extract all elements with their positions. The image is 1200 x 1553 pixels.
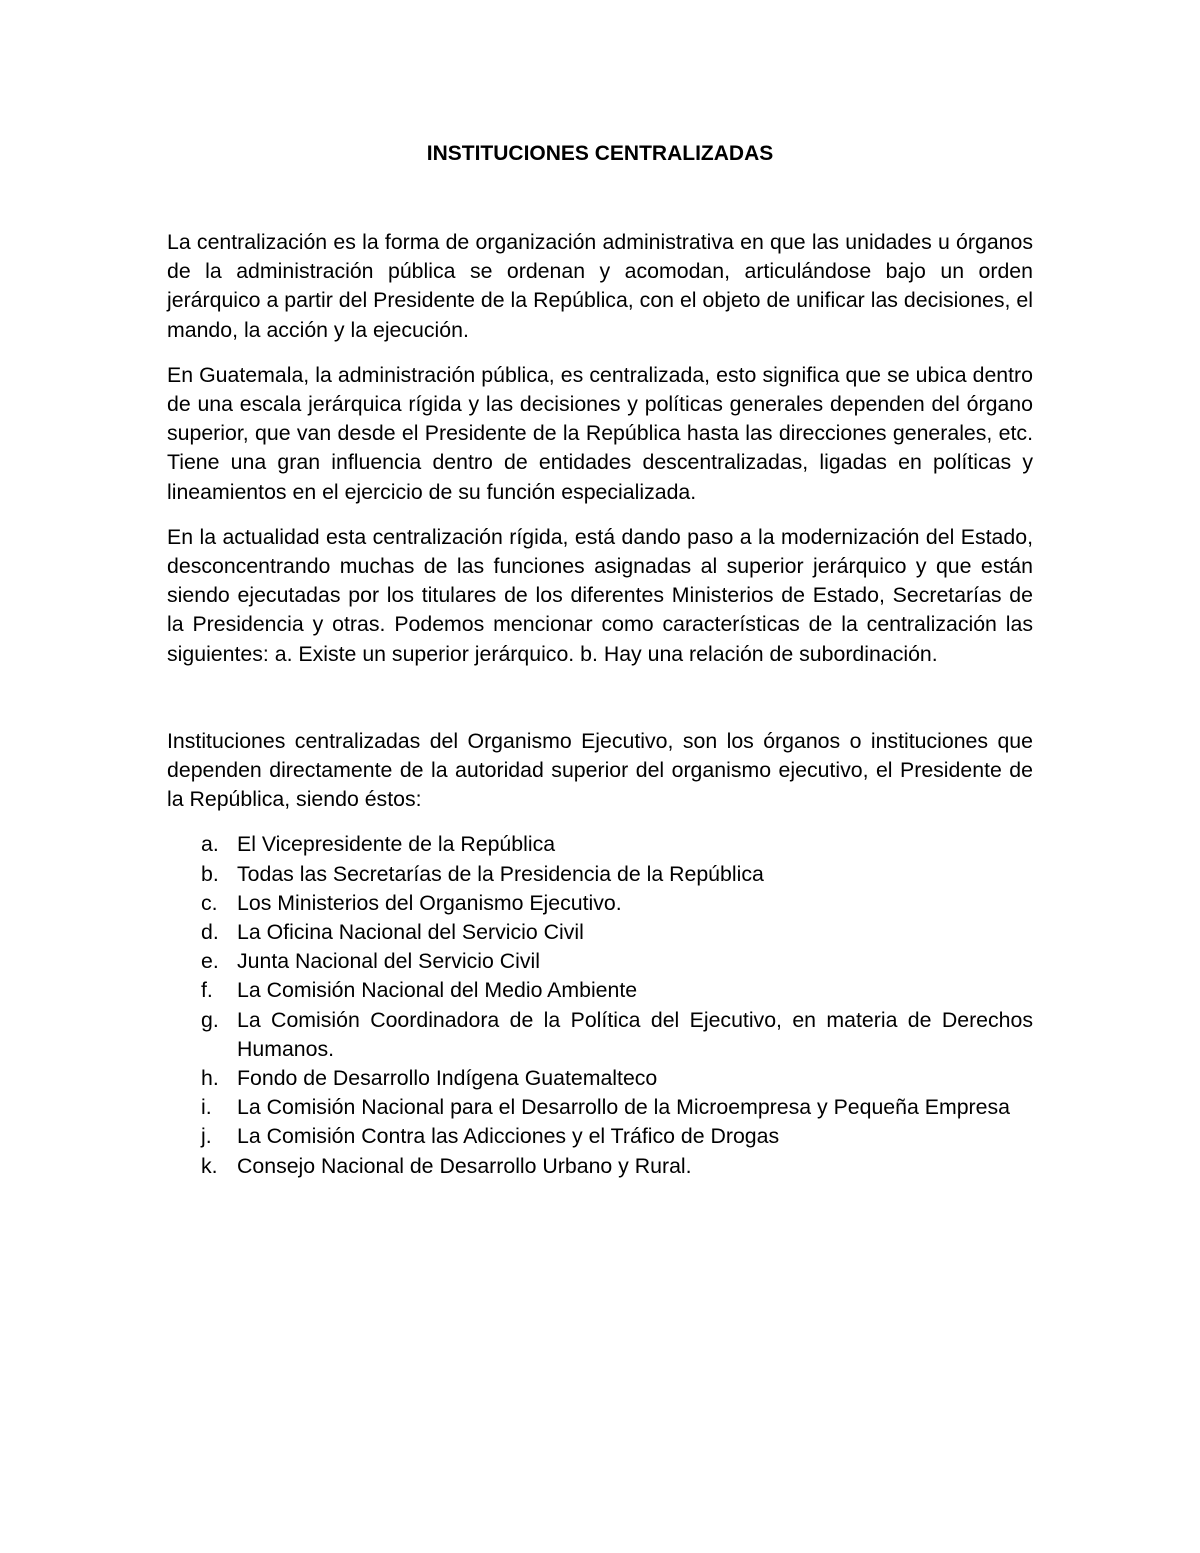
list-item-text: Consejo Nacional de Desarrollo Urbano y Rural. [237, 1153, 692, 1178]
list-marker: h. [201, 1066, 219, 1091]
list-item [167, 889, 1033, 918]
list-marker: k. [201, 1153, 218, 1178]
list-item-text: El Vicepresidente de la República [237, 832, 556, 857]
document-body [167, 228, 1033, 1181]
list-item [167, 1006, 1033, 1064]
paragraph-guatemala: En Guatemala, la administración pública, es centralizada, esto significa que se ubica dentro de una escala jerárquica rígida y las decisiones y políticas generales dependen del órgano superior, que van desde el Presidente de la República hasta las direcciones generales, etc. Tiene una gran influencia dentro de entidades descentralizadas, ligadas en políticas y lineamientos en el ejercicio de su función especializada. [167, 362, 1033, 504]
list-marker: b. [201, 861, 219, 886]
list-item-text: La Comisión Nacional para el Desarrollo de la Microempresa y Pequeña Empresa [237, 1095, 1010, 1120]
list-item-text: La Comisión Nacional del Medio Ambiente [237, 978, 638, 1003]
list-item-text: La Comisión Coordinadora de la Política del Ejecutivo, en materia de Derechos Humanos. [237, 1007, 1033, 1061]
paragraph-centralizacion: La centralización es la forma de organización administrativa en que las unidades u órganos de la administración pública se ordenan y acomodan, articulándose bajo un orden jerárquico a partir del Presidente de la República, con el objeto de unificar las decisiones, el mando, la acción y la ejecución. [167, 230, 1033, 342]
paragraph-actualidad: En la actualidad esta centralización rígida, está dando paso a la modernización del Estado, desconcentrando muchas de las funciones asignadas al superior jerárquico y que están siendo ejecutadas por los titulares de los diferentes Ministerios de Estado, Secretarías de la Presidencia y otras. Podemos mencionar como características de la centralización las siguientes: a. Existe un superior jerárquico. b. Hay una relación de subordinación. [167, 524, 1033, 666]
list-marker: g. [201, 1007, 219, 1032]
list-marker: j. [201, 1124, 212, 1149]
list-item [167, 830, 1033, 859]
list-item [167, 1064, 1033, 1093]
list-item [167, 918, 1033, 947]
list-item [167, 976, 1033, 1005]
list-item [167, 860, 1033, 889]
page-title: INSTITUCIONES CENTRALIZADAS [426, 142, 774, 165]
list-item [167, 947, 1033, 976]
list-marker: e. [201, 949, 219, 974]
list-marker: c. [201, 890, 218, 915]
institutions-list [167, 830, 1033, 1180]
list-marker: a. [201, 832, 219, 857]
list-marker: d. [201, 920, 219, 945]
list-item [167, 1122, 1033, 1151]
list-marker: i. [201, 1095, 212, 1120]
list-item-text: Fondo de Desarrollo Indígena Guatemalteco [237, 1066, 658, 1091]
paragraph-instituciones: Instituciones centralizadas del Organismo Ejecutivo, son los órganos o instituciones que dependen directamente de la autoridad superior del organismo ejecutivo, el Presidente de la República, siendo éstos: [167, 728, 1033, 812]
list-item-text: Junta Nacional del Servicio Civil [237, 949, 541, 974]
list-marker: f. [201, 978, 213, 1003]
list-item-text: La Oficina Nacional del Servicio Civil [237, 920, 584, 945]
list-item [167, 1152, 1033, 1181]
list-item [167, 1093, 1033, 1122]
list-item-text: La Comisión Contra las Adicciones y el Tráfico de Drogas [237, 1124, 780, 1149]
list-item-text: Todas las Secretarías de la Presidencia de la República [237, 861, 764, 886]
list-item-text: Los Ministerios del Organismo Ejecutivo. [237, 890, 622, 915]
